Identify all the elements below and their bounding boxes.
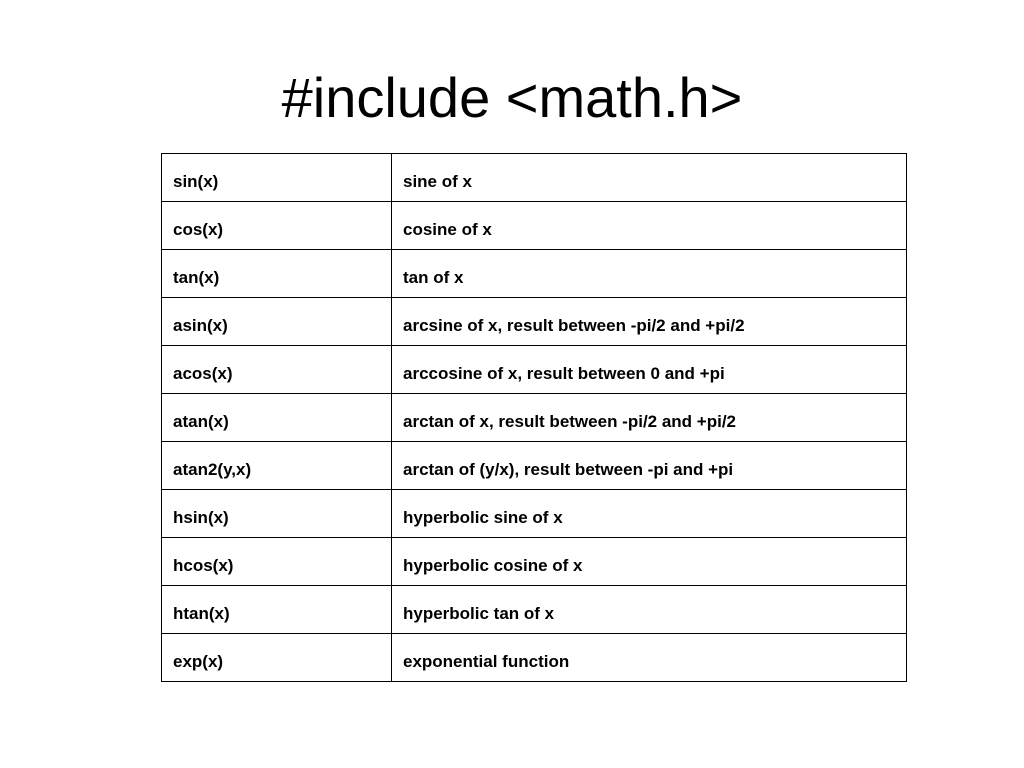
function-description-cell: cosine of x: [392, 202, 907, 250]
table-row: [162, 586, 907, 634]
function-description-cell: arccosine of x, result between 0 and +pi: [392, 346, 907, 394]
function-name-cell: hcos(x): [162, 538, 392, 586]
function-name-cell: acos(x): [162, 346, 392, 394]
math-functions-table: [161, 153, 907, 682]
table-row: [162, 634, 907, 682]
table-row: [162, 202, 907, 250]
table-row: [162, 298, 907, 346]
slide-title: #include <math.h>: [281, 66, 743, 129]
table-row: [162, 442, 907, 490]
function-description-cell: arctan of x, result between -pi/2 and +pi/2: [392, 394, 907, 442]
table-row: [162, 538, 907, 586]
function-description-cell: arctan of (y/x), result between -pi and +pi: [392, 442, 907, 490]
function-name-cell: hsin(x): [162, 490, 392, 538]
function-name-cell: tan(x): [162, 250, 392, 298]
function-description-cell: tan of x: [392, 250, 907, 298]
function-description-cell: hyperbolic tan of x: [392, 586, 907, 634]
function-description-cell: exponential function: [392, 634, 907, 682]
function-name-cell: htan(x): [162, 586, 392, 634]
function-name-cell: atan2(y,x): [162, 442, 392, 490]
function-description-cell: hyperbolic cosine of x: [392, 538, 907, 586]
function-name-cell: exp(x): [162, 634, 392, 682]
table-row: [162, 346, 907, 394]
function-name-cell: atan(x): [162, 394, 392, 442]
function-name-cell: asin(x): [162, 298, 392, 346]
table-row: [162, 250, 907, 298]
function-description-cell: sine of x: [392, 154, 907, 202]
table-row: [162, 490, 907, 538]
function-description-cell: arcsine of x, result between -pi/2 and +pi/2: [392, 298, 907, 346]
table-row: [162, 154, 907, 202]
table-row: [162, 394, 907, 442]
function-name-cell: cos(x): [162, 202, 392, 250]
function-description-cell: hyperbolic sine of x: [392, 490, 907, 538]
function-name-cell: sin(x): [162, 154, 392, 202]
